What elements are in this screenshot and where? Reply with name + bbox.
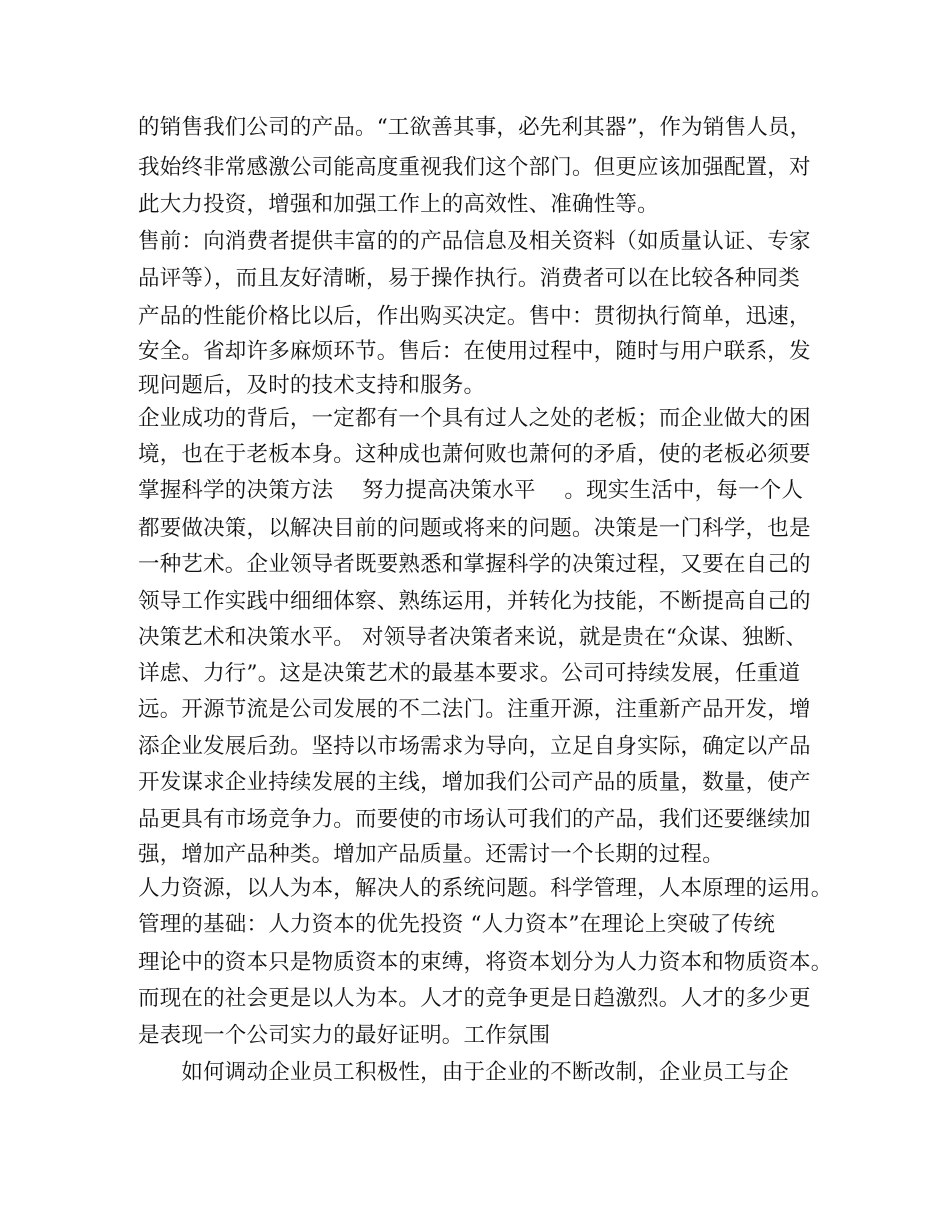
text-line: 远。开源节流是公司发展的不二法门。注重开源，注重新产品开发，增	[138, 697, 811, 722]
text-line: 强，增加产品种类。增加产品质量。还需讨一个长期的过程。	[138, 842, 724, 867]
text-line: 境，也在于老板本身。这种成也萧何败也萧何的矛盾，使的老板必须要	[138, 442, 811, 467]
text-line: 决策艺术和决策水平。 对领导者决策者来说，就是贵在“众谋、独断、	[138, 625, 808, 650]
text-line: 我始终非常感激公司能高度重视我们这个部门。但更应该加强配置，对	[138, 155, 811, 180]
text-line: 企业成功的背后，一定都有一个具有过人之处的老板；而企业做大的困	[138, 406, 811, 431]
text-line: 产品的性能价格比以后，作出购买决定。售中：贯彻执行简单，迅速，	[138, 304, 811, 329]
text-line: 都要做决策，以解决目前的问题或将来的问题。决策是一门科学，也是	[138, 516, 811, 541]
text-line: 详虑、力行”。这是决策艺术的最基本要求。公司可持续发展，任重道	[138, 661, 801, 686]
text-line: 售前：向消费者提供丰富的的产品信息及相关资料（如质量认证、专家	[138, 229, 811, 254]
text-line: 掌握科学的决策方法 努力提高决策水平 。现实生活中，每一个人	[138, 478, 804, 503]
text-line: 品评等），而且友好清晰，易于操作执行。消费者可以在比较各种同类	[138, 266, 800, 291]
text-line: 理论中的资本只是物质资本的束缚，将资本划分为人力资本和物质资本。	[138, 950, 833, 975]
text-line: 是表现一个公司实力的最好证明。工作氛围	[138, 1023, 551, 1048]
text-line: 此大力投资，增强和加强工作上的高效性、准确性等。	[138, 192, 659, 217]
text-line: 开发谋求企业持续发展的主线，增加我们公司产品的质量，数量，使产	[138, 770, 811, 795]
text-line: 品更具有市场竞争力。而要使的市场认可我们的产品，我们还要继续加	[138, 807, 811, 832]
text-line: 一种艺术。企业领导者既要熟悉和掌握科学的决策过程，又要在自己的	[138, 552, 811, 577]
text-line: 人力资源，以人为本，解决人的系统问题。科学管理，人本原理的运用。	[138, 876, 833, 901]
text-line: 添企业发展后劲。坚持以市场需求为导向，立足自身实际，确定以产品	[138, 734, 811, 759]
text-line: 管理的基础：人力资本的优先投资 “人力资本”在理论上突破了传统	[138, 912, 776, 937]
text-line: 而现在的社会更是以人为本。人才的竞争更是日趋激烈。人才的多少更	[138, 986, 811, 1011]
text-line: 如何调动企业员工积极性，由于企业的不断改制，企业员工与企	[138, 1060, 790, 1085]
text-line: 现问题后，及时的技术支持和服务。	[138, 373, 486, 398]
text-line: 安全。省却许多麻烦环节。售后：在使用过程中，随时与用户联系，发	[138, 339, 811, 364]
text-line: 的销售我们公司的产品。“工欲善其事，必先利其器”，作为销售人员，	[138, 115, 812, 140]
text-line: 领导工作实践中细细体察、熟练运用，并转化为技能，不断提高自己的	[138, 589, 811, 614]
